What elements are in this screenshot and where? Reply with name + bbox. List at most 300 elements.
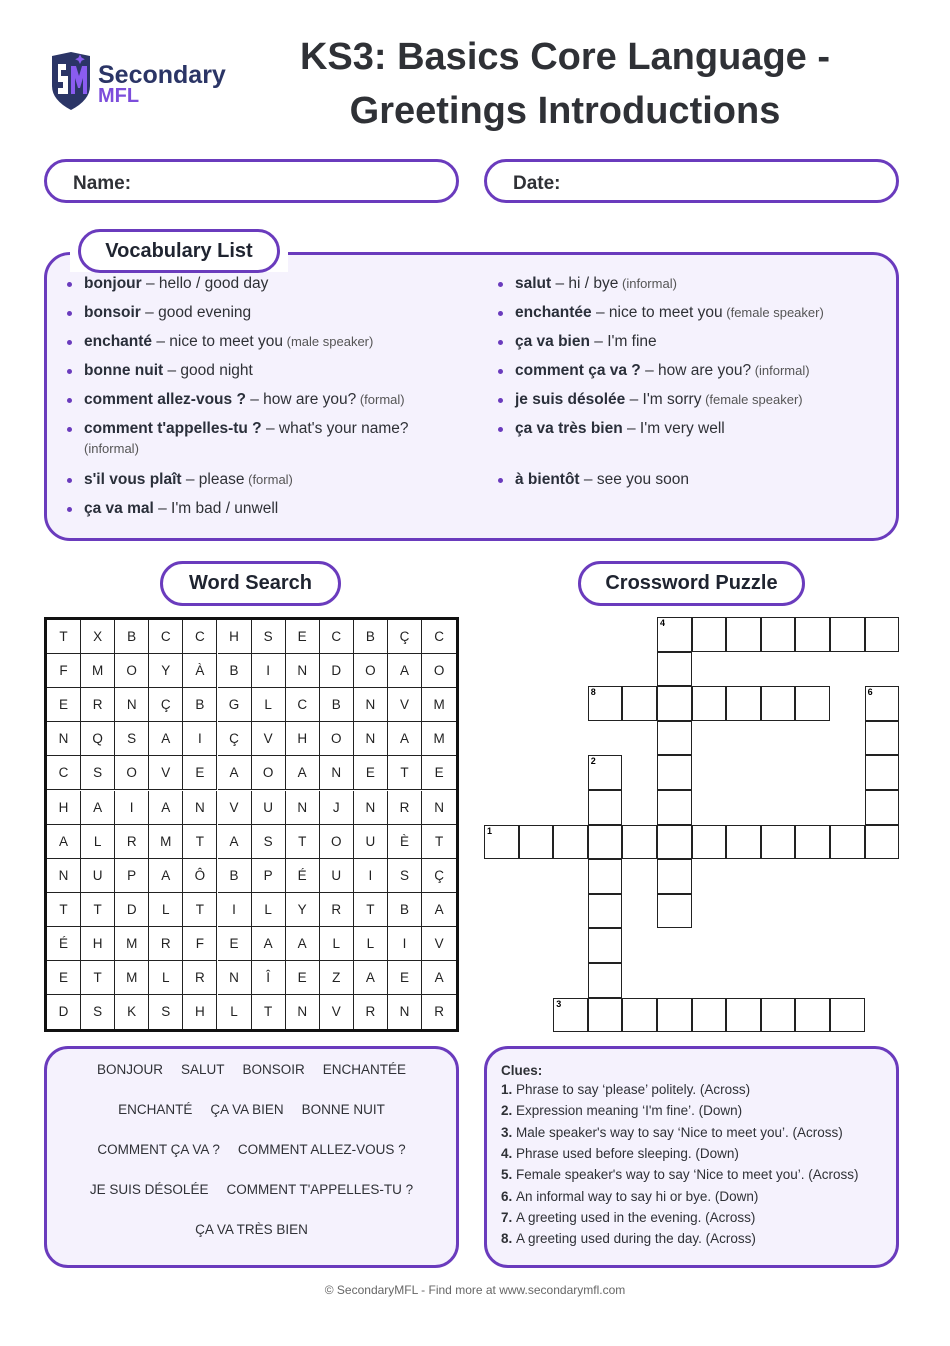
word-bank-word: BONJOUR xyxy=(96,1062,163,1077)
clue-item xyxy=(501,1082,750,1097)
word-search-cell[interactable]: P xyxy=(115,859,149,893)
word-search-cell[interactable]: E xyxy=(47,961,81,995)
word-search-cell[interactable]: T xyxy=(388,756,422,790)
clue-item xyxy=(501,1146,739,1161)
date-label: Date: xyxy=(513,173,561,194)
word-search-cell[interactable]: L xyxy=(218,995,252,1029)
word-search-cell[interactable]: A xyxy=(149,791,183,825)
word-search-cell[interactable]: A xyxy=(422,893,456,927)
vocab-note: (female speaker) xyxy=(701,392,803,407)
clue-text: Phrase used before sleeping. (Down) xyxy=(516,1145,739,1161)
crossword-cell[interactable] xyxy=(553,998,588,1033)
crossword-number: 4 xyxy=(660,618,666,628)
word-search-cell[interactable]: I xyxy=(388,927,422,961)
name-field[interactable] xyxy=(44,159,459,203)
word-search-cell[interactable]: A xyxy=(47,825,81,859)
word-search-cell[interactable]: F xyxy=(183,927,217,961)
word-search-cell[interactable]: N xyxy=(320,756,354,790)
crossword-number: 3 xyxy=(556,998,562,1009)
word-search-cell[interactable]: A xyxy=(218,825,252,859)
word-search-cell[interactable]: E xyxy=(183,756,217,790)
crossword-cell[interactable] xyxy=(657,859,692,894)
word-search-cell[interactable]: Ç xyxy=(388,620,422,654)
word-search-cell[interactable]: N xyxy=(388,995,422,1029)
crossword-cell[interactable] xyxy=(588,894,623,929)
word-search-cell[interactable]: O xyxy=(320,825,354,859)
vocab-english: – I'm sorry xyxy=(625,391,702,408)
word-search-cell[interactable]: N xyxy=(354,688,388,722)
word-search-cell[interactable]: O xyxy=(115,654,149,688)
word-search-cell[interactable]: H xyxy=(286,722,320,756)
vocab-item xyxy=(84,361,424,381)
word-search-cell[interactable]: V xyxy=(149,756,183,790)
word-search-cell[interactable]: O xyxy=(320,722,354,756)
crossword-cell[interactable] xyxy=(553,825,588,860)
word-search-cell[interactable]: N xyxy=(286,995,320,1029)
word-search-cell[interactable]: A xyxy=(252,927,286,961)
word-search-cell[interactable]: V xyxy=(388,688,422,722)
word-search-cell[interactable]: Y xyxy=(149,654,183,688)
crossword-number: 6 xyxy=(867,687,873,698)
word-search-cell[interactable]: S xyxy=(252,620,286,654)
word-search-cell[interactable]: M xyxy=(115,961,149,995)
crossword-cell[interactable] xyxy=(692,825,727,860)
word-search-cell[interactable]: Ç xyxy=(218,722,252,756)
word-search-cell[interactable]: A xyxy=(388,654,422,688)
word-search-cell[interactable]: L xyxy=(252,893,286,927)
word-search-heading: Word Search xyxy=(160,561,341,606)
word-search-cell[interactable]: V xyxy=(218,791,252,825)
vocab-english: – I'm bad / unwell xyxy=(153,500,279,517)
word-search-cell[interactable]: A xyxy=(422,961,456,995)
crossword-cell[interactable] xyxy=(865,825,900,860)
vocab-english: – good evening xyxy=(140,304,252,321)
word-search-cell[interactable]: K xyxy=(115,995,149,1029)
crossword-cell[interactable] xyxy=(657,825,692,860)
word-search-cell[interactable]: B xyxy=(354,620,388,654)
crossword-cell[interactable] xyxy=(622,825,657,860)
word-search-cell[interactable]: A xyxy=(388,722,422,756)
word-bank-word: ENCHANTÉE xyxy=(322,1062,407,1077)
vocab-french: comment ça va ? xyxy=(515,362,641,379)
word-search-cell[interactable]: Z xyxy=(320,961,354,995)
word-search-cell[interactable]: U xyxy=(252,791,286,825)
word-search-cell[interactable]: N xyxy=(183,791,217,825)
word-search-cell[interactable]: H xyxy=(183,995,217,1029)
vocab-french: bonne nuit xyxy=(84,362,164,379)
crossword-cell[interactable] xyxy=(657,998,692,1033)
word-bank-row xyxy=(47,1222,456,1237)
crossword-cell[interactable] xyxy=(588,755,623,790)
clue-number: 6. xyxy=(501,1188,517,1204)
word-search-cell[interactable]: R xyxy=(183,961,217,995)
word-search-cell[interactable]: R xyxy=(149,927,183,961)
word-search-cell[interactable]: V xyxy=(320,995,354,1029)
word-search-cell[interactable]: T xyxy=(81,893,115,927)
clue-item xyxy=(501,1231,756,1246)
word-search-cell[interactable]: R xyxy=(81,688,115,722)
word-search-cell[interactable]: V xyxy=(422,927,456,961)
crossword-cell[interactable] xyxy=(830,617,865,652)
date-field[interactable] xyxy=(484,159,899,203)
crossword-cell[interactable] xyxy=(692,686,727,721)
word-search-cell[interactable]: R xyxy=(434,1004,444,1020)
word-search-cell[interactable]: H xyxy=(81,927,115,961)
word-search-cell[interactable]: È xyxy=(388,825,422,859)
word-search-cell[interactable]: A xyxy=(149,722,183,756)
word-search-cell[interactable]: B xyxy=(115,620,149,654)
clue-item xyxy=(501,1167,858,1182)
vocab-item xyxy=(515,390,855,410)
word-search-cell[interactable]: S xyxy=(115,722,149,756)
clue-text: Expression meaning ‘I'm fine’. (Down) xyxy=(516,1103,743,1119)
word-search-cell[interactable]: O xyxy=(115,756,149,790)
word-bank-row xyxy=(47,1102,456,1117)
crossword-cell[interactable] xyxy=(830,825,865,860)
word-search-cell[interactable]: C xyxy=(47,756,81,790)
word-search-cell[interactable]: S xyxy=(149,995,183,1029)
vocab-french: ça va très bien xyxy=(515,420,623,437)
word-search-cell[interactable]: T xyxy=(47,620,81,654)
word-search-cell[interactable]: C xyxy=(149,620,183,654)
word-search-grid xyxy=(44,617,459,1032)
clue-number: 7. xyxy=(501,1209,517,1225)
vocab-english: – please xyxy=(181,471,245,488)
crossword-cell[interactable] xyxy=(588,963,623,998)
vocab-english: – what's your name? xyxy=(261,420,409,437)
title-line-2: Greetings Introductions xyxy=(349,90,781,132)
vocab-note: (formal) xyxy=(356,392,405,407)
vocab-french: comment allez-vous ? xyxy=(84,391,246,408)
vocab-french: comment t'appelles-tu ? xyxy=(84,420,262,437)
brand-name: Secondary xyxy=(98,61,226,89)
word-search-cell[interactable]: R xyxy=(115,825,149,859)
word-search-cell[interactable]: T xyxy=(183,825,217,859)
word-search-cell[interactable]: N xyxy=(286,654,320,688)
word-search-cell[interactable]: S xyxy=(81,756,115,790)
crossword-cell[interactable] xyxy=(865,790,900,825)
word-search-cell[interactable]: A xyxy=(149,859,183,893)
word-search-cell[interactable]: M xyxy=(149,825,183,859)
crossword-cell[interactable] xyxy=(795,825,830,860)
word-search-cell[interactable]: Ç xyxy=(149,688,183,722)
word-search-cell[interactable]: I xyxy=(218,893,252,927)
word-search-cell[interactable]: V xyxy=(252,722,286,756)
word-search-cell[interactable]: M xyxy=(81,654,115,688)
word-bank-word: ÇA VA TRÈS BIEN xyxy=(195,1222,308,1237)
word-bank-word: BONNE NUIT xyxy=(301,1102,385,1117)
crossword-cell[interactable] xyxy=(761,617,796,652)
word-search-cell[interactable]: N xyxy=(47,859,81,893)
word-search-cell[interactable]: É xyxy=(47,927,81,961)
word-search-cell[interactable]: J xyxy=(320,791,354,825)
word-search-cell[interactable]: N xyxy=(115,688,149,722)
crossword-cell[interactable] xyxy=(588,686,623,721)
word-search-cell[interactable]: R xyxy=(320,893,354,927)
crossword-cell[interactable] xyxy=(865,686,900,721)
word-search-cell[interactable]: S xyxy=(81,995,115,1029)
word-search-cell[interactable]: T xyxy=(422,825,456,859)
word-search-cell[interactable]: E xyxy=(388,961,422,995)
word-search-cell[interactable]: T xyxy=(183,893,217,927)
word-search-cell[interactable]: I xyxy=(183,722,217,756)
clue-text: Phrase to say ‘please’ politely. (Across) xyxy=(516,1082,751,1097)
word-search-cell[interactable]: O xyxy=(252,756,286,790)
vocab-english: – how are you? xyxy=(640,362,752,379)
vocab-item xyxy=(84,390,424,410)
word-bank-word: ENCHANTÉ xyxy=(118,1102,193,1117)
vocab-english: – I'm fine xyxy=(589,333,657,350)
vocab-french: ça va mal xyxy=(84,500,154,517)
word-search-cell[interactable]: M xyxy=(115,927,149,961)
title-line-1: KS3: Basics Core Language - xyxy=(299,36,831,78)
crossword-cell[interactable] xyxy=(657,721,692,756)
word-search-cell[interactable]: N xyxy=(47,722,81,756)
vocab-item xyxy=(84,303,424,323)
word-search-cell[interactable]: Î xyxy=(252,961,286,995)
word-search-cell[interactable]: É xyxy=(286,859,320,893)
crossword-cell[interactable] xyxy=(726,825,761,860)
clue-item xyxy=(501,1103,742,1118)
crossword-grid xyxy=(484,617,900,1033)
word-search-cell[interactable]: T xyxy=(286,825,320,859)
word-search-cell[interactable]: R xyxy=(388,791,422,825)
word-search-cell[interactable]: U xyxy=(354,825,388,859)
vocab-english: – nice to meet you xyxy=(152,333,284,350)
crossword-cell[interactable] xyxy=(761,998,796,1033)
word-search-cell[interactable]: A xyxy=(286,756,320,790)
word-bank-word: SALUT xyxy=(180,1062,225,1077)
word-search-cell[interactable]: H xyxy=(218,620,252,654)
word-search-cell[interactable]: C xyxy=(320,620,354,654)
vocab-french: bonsoir xyxy=(84,304,141,321)
word-search-cell[interactable]: B xyxy=(388,893,422,927)
word-bank-word: JE SUIS DÉSOLÉE xyxy=(89,1182,209,1197)
vocab-french: s'il vous plaît xyxy=(84,471,182,488)
word-search-cell[interactable]: A xyxy=(354,961,388,995)
clue-item xyxy=(501,1125,843,1140)
word-search-cell[interactable]: T xyxy=(252,995,286,1029)
crossword-cell[interactable] xyxy=(865,617,900,652)
word-bank-word: COMMENT ALLEZ-VOUS ? xyxy=(237,1142,406,1157)
crossword-cell[interactable] xyxy=(761,686,796,721)
vocab-item xyxy=(515,470,855,490)
word-bank-word: BONSOIR xyxy=(242,1062,305,1077)
crossword-cell[interactable] xyxy=(657,894,692,929)
word-search-cell[interactable]: R xyxy=(354,995,388,1029)
clue-number: 4. xyxy=(501,1145,517,1161)
word-search-cell[interactable]: L xyxy=(149,893,183,927)
word-search-cell[interactable]: C xyxy=(422,620,456,654)
word-search-cell[interactable]: Y xyxy=(286,893,320,927)
vocab-item xyxy=(515,361,855,381)
vocab-item xyxy=(84,332,424,352)
word-search-cell[interactable]: O xyxy=(354,654,388,688)
vocab-note: (male speaker) xyxy=(283,334,374,349)
word-search-cell[interactable]: M xyxy=(422,688,456,722)
word-search-cell[interactable]: L xyxy=(81,825,115,859)
vocab-french: bonjour xyxy=(84,275,142,292)
word-search-cell[interactable]: N xyxy=(354,722,388,756)
crossword-cell[interactable] xyxy=(622,686,657,721)
page-title xyxy=(250,30,880,138)
crossword-cell[interactable] xyxy=(588,825,623,860)
word-search-cell[interactable]: B xyxy=(218,654,252,688)
crossword-cell[interactable] xyxy=(692,998,727,1033)
word-bank-row xyxy=(47,1182,456,1197)
word-search-cell[interactable]: P xyxy=(252,859,286,893)
vocab-french: je suis désolée xyxy=(515,391,626,408)
clue-item xyxy=(501,1189,758,1204)
word-search-cell[interactable]: L xyxy=(252,688,286,722)
word-search-cell[interactable]: C xyxy=(286,688,320,722)
clue-item xyxy=(501,1210,755,1225)
word-search-cell[interactable]: B xyxy=(183,688,217,722)
crossword-cell[interactable] xyxy=(657,617,692,652)
crossword-cell[interactable] xyxy=(726,617,761,652)
word-bank-word: ÇA VA BIEN xyxy=(210,1102,284,1117)
word-search-cell[interactable]: D xyxy=(320,654,354,688)
vocab-item xyxy=(84,470,424,490)
word-search-cell[interactable]: N xyxy=(218,961,252,995)
crossword-cell[interactable] xyxy=(726,998,761,1033)
vocab-english: – hello / good day xyxy=(141,275,269,292)
word-search-cell[interactable]: S xyxy=(388,859,422,893)
word-search-cell[interactable]: L xyxy=(149,961,183,995)
crossword-cell[interactable] xyxy=(622,998,657,1033)
word-search-cell[interactable]: C xyxy=(183,620,217,654)
clue-number: 1. xyxy=(501,1082,517,1097)
word-search-cell[interactable]: I xyxy=(354,859,388,893)
word-search-cell[interactable]: N xyxy=(354,791,388,825)
word-search-cell[interactable]: O xyxy=(422,654,456,688)
crossword-cell[interactable] xyxy=(795,617,830,652)
crossword-cell[interactable] xyxy=(588,790,623,825)
word-search-cell[interactable]: U xyxy=(320,859,354,893)
word-search-cell[interactable]: U xyxy=(81,859,115,893)
vocab-english: – I'm very well xyxy=(622,420,725,437)
word-search-cell[interactable]: S xyxy=(252,825,286,859)
clue-text: An informal way to say hi or bye. (Down) xyxy=(516,1188,759,1204)
crossword-cell[interactable] xyxy=(830,998,865,1033)
word-search-cell[interactable]: Ô xyxy=(183,859,217,893)
word-search-cell[interactable]: À xyxy=(183,654,217,688)
vocab-item xyxy=(515,303,855,323)
word-search-cell[interactable]: A xyxy=(286,927,320,961)
clues-title: Clues: xyxy=(501,1063,543,1078)
crossword-cell[interactable] xyxy=(726,686,761,721)
vocab-note: (informal) xyxy=(84,441,139,456)
crossword-cell[interactable] xyxy=(795,686,830,721)
word-search-cell[interactable]: X xyxy=(81,620,115,654)
crossword-cell[interactable] xyxy=(657,790,692,825)
crossword-cell[interactable] xyxy=(865,721,900,756)
crossword-cell[interactable] xyxy=(657,652,692,687)
vocab-english: – how are you? xyxy=(245,391,357,408)
word-search-cell[interactable]: M xyxy=(422,722,456,756)
crossword-cell[interactable] xyxy=(761,825,796,860)
vocab-item xyxy=(515,274,855,294)
word-search-cell[interactable]: N xyxy=(286,791,320,825)
word-bank-row xyxy=(47,1142,456,1157)
word-search-cell[interactable]: A xyxy=(218,756,252,790)
crossword-cell[interactable] xyxy=(588,928,623,963)
word-search-cell[interactable]: E xyxy=(286,620,320,654)
vocab-item xyxy=(515,332,855,352)
vocab-french: à bientôt xyxy=(515,471,580,488)
clue-number: 2. xyxy=(501,1103,517,1119)
vocab-note: (formal) xyxy=(244,472,293,487)
word-search-cell[interactable]: T xyxy=(81,961,115,995)
crossword-cell[interactable] xyxy=(795,998,830,1033)
word-search-cell[interactable]: G xyxy=(218,688,252,722)
vocab-english: – hi / bye xyxy=(551,275,619,292)
word-search-cell[interactable]: E xyxy=(286,961,320,995)
word-search-cell[interactable]: D xyxy=(115,893,149,927)
crossword-cell[interactable] xyxy=(519,825,554,860)
word-search-cell[interactable]: I xyxy=(252,654,286,688)
word-search-cell[interactable]: E xyxy=(218,927,252,961)
word-search-cell[interactable]: Q xyxy=(81,722,115,756)
crossword-cell[interactable] xyxy=(484,825,519,860)
vocab-english: – see you soon xyxy=(579,471,690,488)
word-search-cell[interactable]: B xyxy=(320,688,354,722)
word-search-cell[interactable]: N xyxy=(422,791,456,825)
word-search-cell[interactable]: T xyxy=(47,893,81,927)
crossword-cell[interactable] xyxy=(657,686,692,721)
word-search-cell[interactable]: I xyxy=(115,791,149,825)
word-search-cell[interactable]: D xyxy=(47,995,81,1029)
clue-text: Female speaker's way to say ‘Nice to meet you’. (Across) xyxy=(516,1167,859,1183)
crossword-cell[interactable] xyxy=(588,998,623,1033)
crossword-cell[interactable] xyxy=(865,755,900,790)
vocab-item xyxy=(84,499,424,519)
vocab-french: enchanté xyxy=(84,333,153,350)
word-search-cell[interactable]: L xyxy=(320,927,354,961)
word-search-cell[interactable]: F xyxy=(47,654,81,688)
crossword-cell[interactable] xyxy=(657,755,692,790)
crossword-cell[interactable] xyxy=(692,617,727,652)
vocab-french: ça va bien xyxy=(515,333,590,350)
name-label: Name: xyxy=(73,173,132,194)
word-bank-word: COMMENT T'APPELLES-TU ? xyxy=(226,1182,414,1197)
word-search-cell[interactable]: T xyxy=(354,893,388,927)
word-search-cell[interactable]: E xyxy=(47,688,81,722)
vocab-french: enchantée xyxy=(515,304,592,321)
vocab-french: salut xyxy=(515,275,552,292)
crossword-cell[interactable] xyxy=(588,859,623,894)
word-search-cell[interactable]: H xyxy=(47,791,81,825)
clue-text: A greeting used in the evening. (Across) xyxy=(516,1209,756,1225)
word-search-cell[interactable]: E xyxy=(354,756,388,790)
clue-number: 8. xyxy=(501,1231,517,1247)
word-search-cell[interactable]: Ç xyxy=(422,859,456,893)
crossword-number: 2 xyxy=(590,756,596,767)
clue-number: 3. xyxy=(501,1124,517,1140)
word-search-cell[interactable]: L xyxy=(354,927,388,961)
word-search-cell[interactable]: A xyxy=(81,791,115,825)
word-search-cell[interactable]: B xyxy=(218,859,252,893)
vocab-item xyxy=(515,419,855,439)
crossword-heading: Crossword Puzzle xyxy=(578,561,805,606)
word-search-cell[interactable]: E xyxy=(422,756,456,790)
footer: © SecondaryMFL - Find more at www.secondarymfl.com xyxy=(324,1283,626,1297)
clues-panel xyxy=(484,1046,899,1268)
vocab-item xyxy=(84,419,424,459)
crossword-number: 1 xyxy=(487,825,493,836)
vocabulary-heading: Vocabulary List xyxy=(78,229,280,273)
crossword-number: 8 xyxy=(590,687,596,698)
